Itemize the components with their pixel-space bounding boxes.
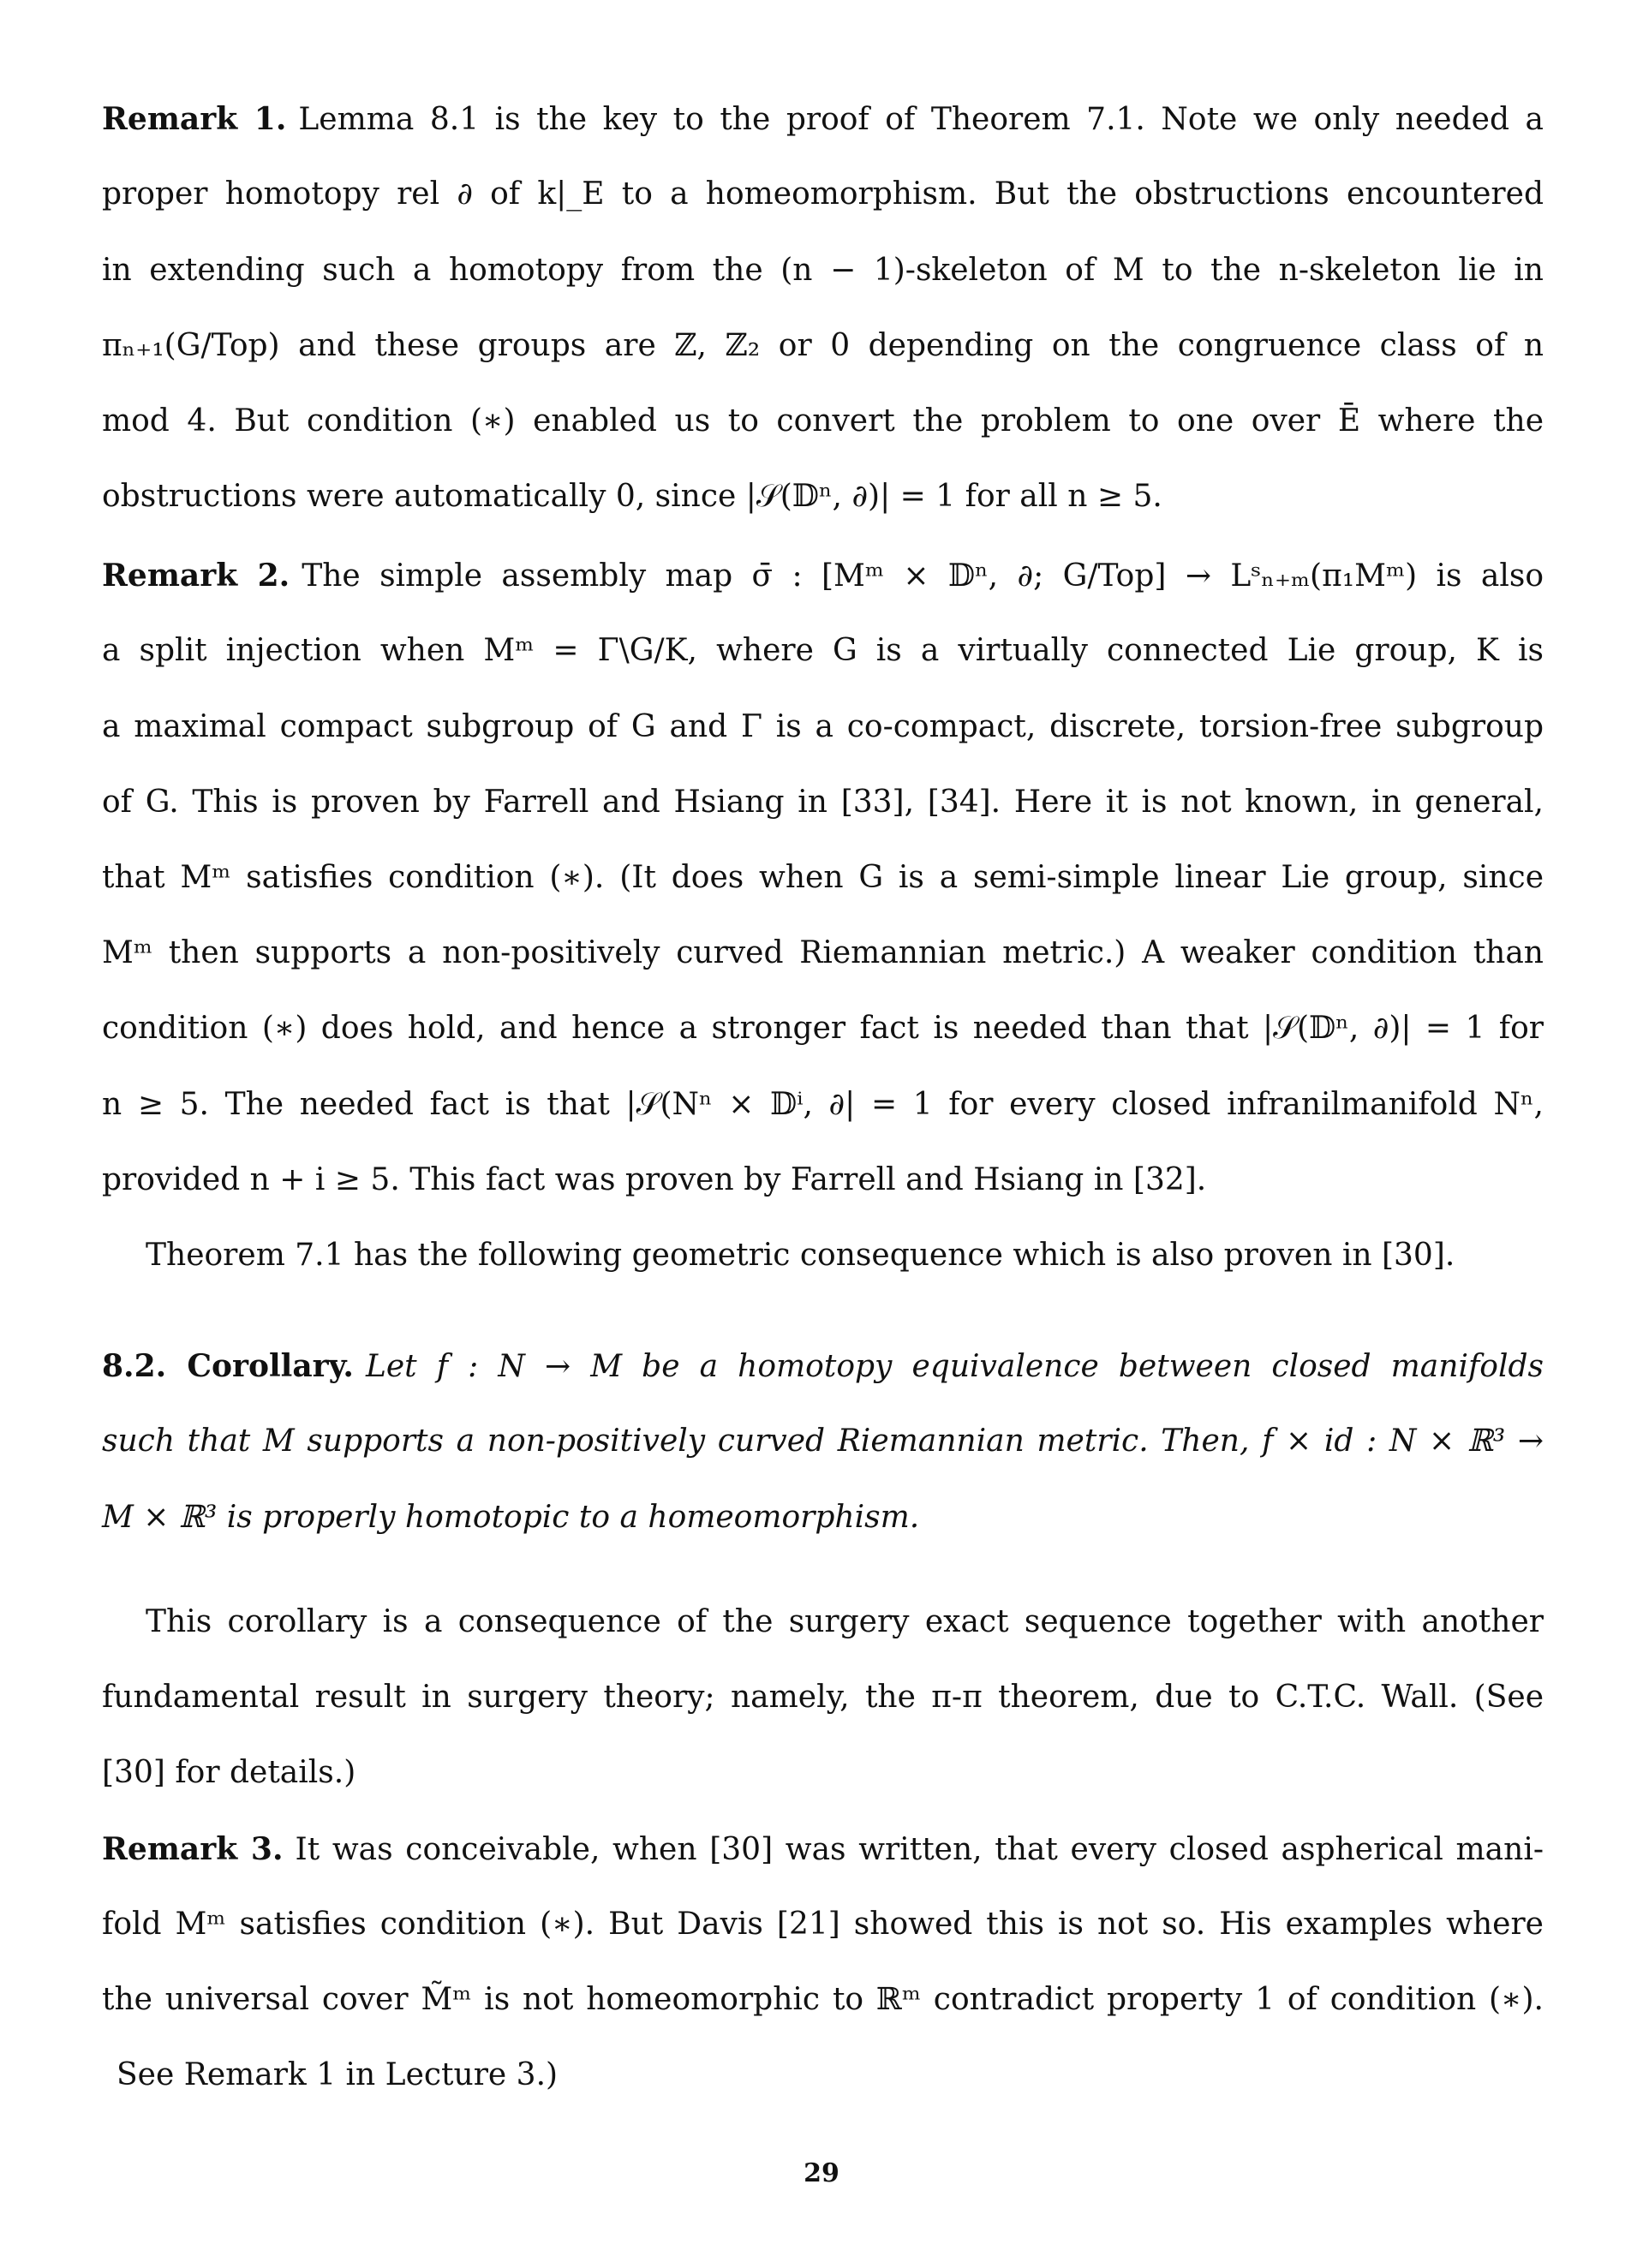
text-line: n ≥ 5. The needed fact is that |𝒮(Nⁿ × 𝔻ⁱ, ∂| = 1 for every closed infranilmanifold Nⁿ, <box>102 1087 1544 1122</box>
remark-label: Remark 1. <box>102 101 287 137</box>
text-line: such that M supports a non-positively curved Riemannian metric. Then, f × id : N × ℝ³ → <box>102 1423 1544 1459</box>
text-line: obstructions were automatically 0, since |𝒮(𝔻ⁿ, ∂)| = 1 for all n ≥ 5. <box>102 479 1162 514</box>
line-text: Let f : N → M be a homotopy equivalence between closed manifolds <box>365 1349 1544 1384</box>
text-line: [30] for details.) <box>102 1755 356 1790</box>
text-line: that Mᵐ satisfies condition (∗). (It does when G is a semi-simple linear Lie group, since <box>102 860 1544 895</box>
text-line <box>102 1347 1544 1386</box>
text-line <box>102 557 1544 595</box>
corollary-label: 8.2. Corollary. <box>102 1348 354 1384</box>
text-line: proper homotopy rel ∂ of k|_E to a homeomorphism. But the obstructions encountered <box>102 176 1544 212</box>
text-line: fold Mᵐ satisfies condition (∗). But Davis [21] showed this is not so. His examples where <box>102 1907 1544 1942</box>
line-text: The simple assembly map σ̄ : [Mᵐ × 𝔻ⁿ, ∂; G/Top] → Lˢₙ₊ₘ(π₁Mᵐ) is also <box>302 558 1544 594</box>
line-text: Lemma 8.1 is the key to the proof of Theorem 7.1. Note we only needed a <box>298 102 1544 137</box>
text-line: a maximal compact subgroup of G and Γ is a co-compact, discrete, torsion-free subgroup <box>102 709 1544 744</box>
text-line: πₙ₊₁(G/Top) and these groups are ℤ, ℤ₂ or 0 depending on the congruence class of n <box>102 328 1544 363</box>
remark-label: Remark 2. <box>102 558 290 594</box>
text-line: the universal cover M̃ᵐ is not homeomorphic to ℝᵐ contradict property 1 of condition (∗). <box>102 1982 1544 2017</box>
text-line <box>102 1830 1544 1869</box>
text-line: Mᵐ then supports a non-positively curved Riemannian metric.) A weaker condition than <box>102 935 1544 970</box>
page-number: 29 <box>804 2158 839 2188</box>
text-line: See Remark 1 in Lecture 3.) <box>117 2057 559 2092</box>
text-line: condition (∗) does hold, and hence a stronger fact is needed than that |𝒮(𝔻ⁿ, ∂)| = 1 for <box>102 1011 1544 1046</box>
text-line <box>102 100 1544 139</box>
text-line: in extending such a homotopy from the (n − 1)-skeleton of M to the n-skeleton lie in <box>102 253 1544 288</box>
text-line: This corollary is a consequence of the surgery exact sequence together with another <box>146 1604 1544 1639</box>
remark-label: Remark 3. <box>102 1831 284 1867</box>
text-line: provided n + i ≥ 5. This fact was proven by Farrell and Hsiang in [32]. <box>102 1162 1207 1197</box>
text-line: mod 4. But condition (∗) enabled us to convert the problem to one over Ē where the <box>102 403 1544 439</box>
text-line: a split injection when Mᵐ = Γ\G/K, where G is a virtually connected Lie group, K is <box>102 633 1544 668</box>
text-line: fundamental result in surgery theory; namely, the π-π theorem, due to C.T.C. Wall. (See <box>102 1680 1544 1715</box>
theorem-consequence-line: Theorem 7.1 has the following geometric consequence which is also proven in [30]. <box>146 1238 1455 1273</box>
text-line: of G. This is proven by Farrell and Hsiang in [33], [34]. Here it is not known, in general, <box>102 785 1544 820</box>
line-text: It was conceivable, when [30] was written, that every closed aspherical mani- <box>295 1832 1544 1867</box>
text-line: M × ℝ³ is properly homotopic to a homeomorphism. <box>102 1500 920 1535</box>
